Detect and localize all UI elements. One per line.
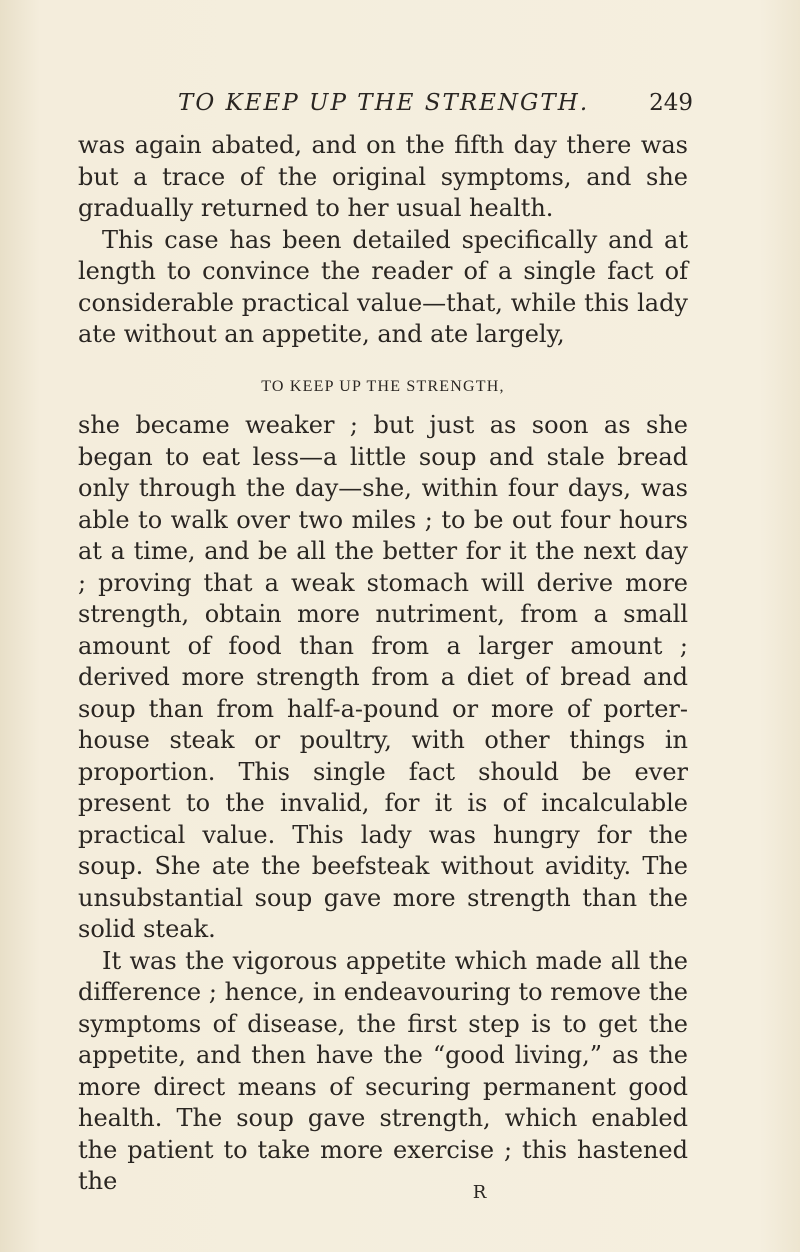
body-text <box>78 130 688 1198</box>
paragraph: This case has been detailed specifically and at length to convince the reader of a single fact of considerable practical value—that, while this lady ate without an appetite, and ate largely, <box>78 225 688 348</box>
paragraph-continued: was again abated, and on the fifth day there was but a trace of the original symptoms, and she gradually returned to her usual health. <box>78 131 688 222</box>
paragraph: she became weaker ; but just as soon as she began to eat less—a little soup and stale bread only through the day—she, within four days, was able to walk over two miles ; to be out four hours at a time, and be all the better for it the next day ; proving that a weak stomach will derive more strength, obtain more nutriment, from a small amount of food than from a larger amount ; derived more strength from a diet of bread and soup than from half-a-pound or more of porter-house steak or poultry, with other things in proportion. This single fact should be ever present to the invalid, for it is of incalculable practical value. This lady was hungry for the soup. She ate the beefsteak without avidity. The unsubstantial soup gave more strength than the solid steak. <box>78 411 688 943</box>
page-number: 249 <box>649 90 693 116</box>
paragraph: It was the vigorous appetite which made all the difference ; hence, in endeavouring to remove the symptoms of disease, the first step is to get the appetite, and then have the “good living,” as the more direct means of securing permanent good health. The soup gave strength, which enabled the patient to take more exercise ; this hastened the <box>78 946 688 1195</box>
page-header <box>78 90 693 120</box>
signature-mark <box>0 1182 800 1203</box>
section-heading: TO KEEP UP THE STRENGTH, <box>261 377 505 395</box>
signature-letter: R <box>472 1182 488 1203</box>
running-head: TO KEEP UP THE STRENGTH. <box>178 90 590 116</box>
